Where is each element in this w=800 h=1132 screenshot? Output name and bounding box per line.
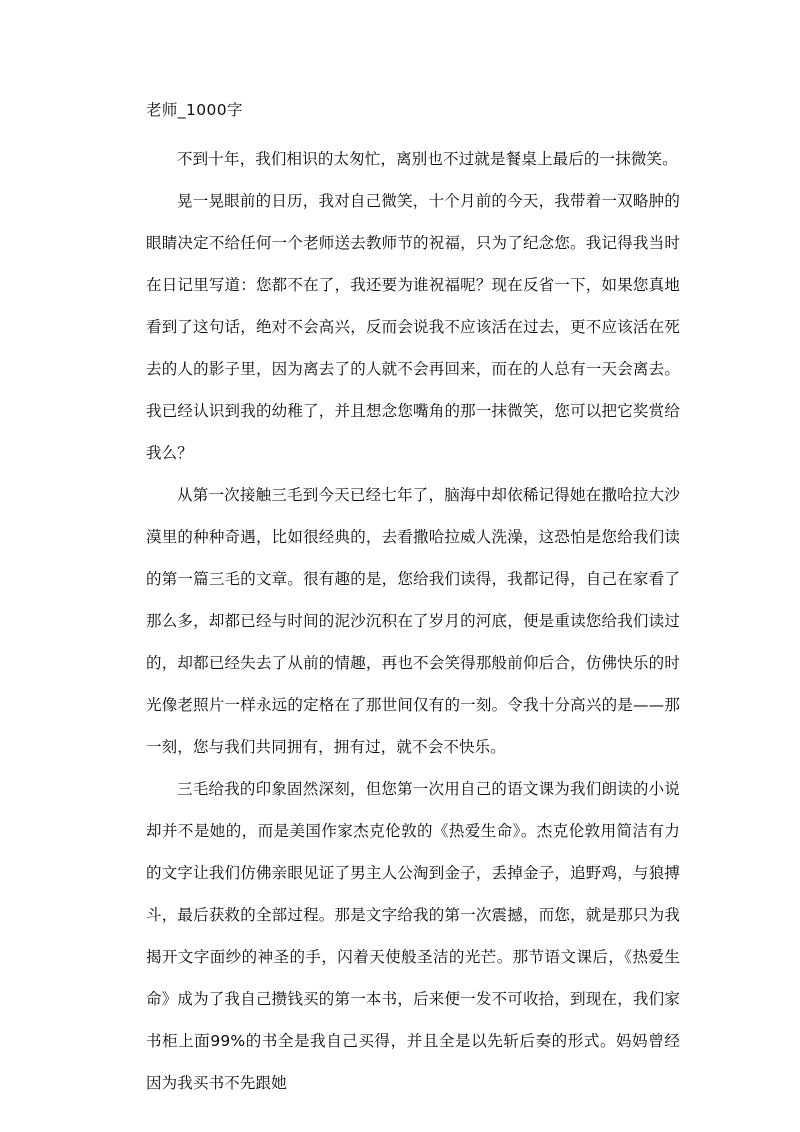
paragraph-3: 从第一次接触三毛到今天已经七年了，脑海中却依稀记得她在撒哈拉大沙漠里的种种奇遇，比如很经典的，去看撒哈拉威人洗澡，这恐怕是您给我们读的第一篇三毛的文章。很有趣的是，您给我们读得，我都记得，自己在家看了那么多，却都已经与时间的泥沙沉积在了岁月的河底，便是重读您给我们读过的，却都已经失去了从前的情趣，再也不会笑得那般前仰后合，仿佛快乐的时光像老照片一样永远的定格在了那世间仅有的一刻。令我十分高兴的是——那一刻，您与我们共同拥有，拥有过，就不会不快乐。 bbox=[146, 486, 680, 756]
paragraph-1: 不到十年，我们相识的太匆忙，离别也不过就是餐桌上最后的一抹微笑。 bbox=[177, 150, 678, 168]
paragraph-2: 晃一晃眼前的日历，我对自己微笑，十个月前的今天，我带着一双略肿的眼睛决定不给任何一个老师送去教师节的祝福，只为了纪念您。我记得我当时在日记里写道：您都不在了，我还要为谁祝福呢？现在反省一下，如果您真地看到了这句话，绝对不会高兴，反而会说我不应该活在过去，更不应该活在死去的人的影子里，因为离去了的人就不会再回来，而在的人总有一天会离去。我已经认识到我的幼稚了，并且想念您嘴角的那一抹微笑，您可以把它奖赏给我么？ bbox=[146, 192, 680, 462]
paragraph-4: 三毛给我的印象固然深刻，但您第一次用自己的语文课为我们朗读的小说却并不是她的，而是美国作家杰克伦敦的《热爱生命》。杰克伦敦用简洁有力的文字让我们仿佛亲眼见证了男主人公淘到金子，丢掉金子，追野鸡，与狼搏斗，最后获救的全部过程。那是文字给我的第一次震撼，而您，就是那只为我揭开文字面纱的神圣的手，闪着天使般圣洁的光芒。那节语文课后，《热爱生命》成为了我自己攒钱买的第一本书，后来便一发不可收拾，到现在，我们家书柜上面99%的书全是我自己买得，并且全是以先斩后奏的形式。妈妈曾经因为我买书不先跟她 bbox=[146, 780, 680, 1092]
document-body bbox=[146, 96, 680, 1104]
page-title: 老师_1000字 bbox=[146, 101, 243, 119]
